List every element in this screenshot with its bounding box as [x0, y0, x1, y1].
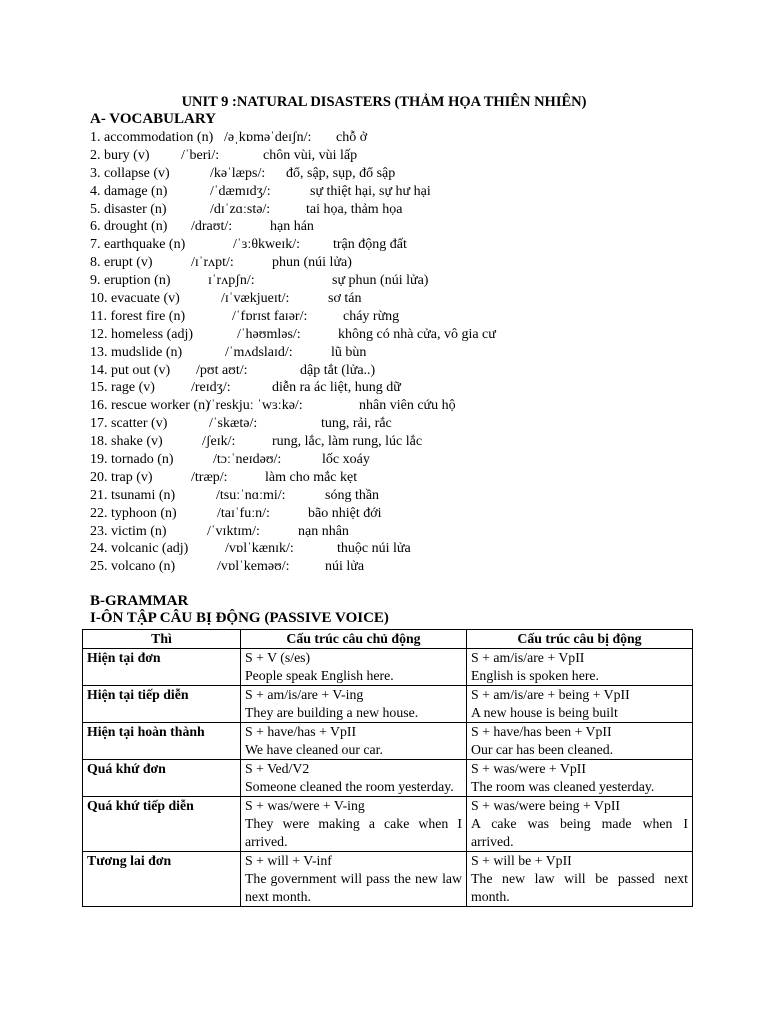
vocab-meaning: thuộc núi lửa	[337, 541, 411, 557]
passive-cell	[467, 852, 693, 907]
active-formula: S + have/has + VpII	[245, 724, 357, 739]
vocab-ipa: /dɪˈzɑːstə/:	[210, 201, 271, 217]
vocab-ipa: /vɒlˈkeməʊ/:	[217, 559, 290, 575]
vocab-word: 22. typhoon (n)	[90, 505, 177, 521]
vocab-ipa: ɪˈrʌpʃn/:	[208, 273, 255, 289]
vocab-meaning: nạn nhân	[298, 523, 349, 539]
active-formula: S + will + V-inf	[245, 853, 332, 868]
passive-formula: S + am/is/are + VpII	[471, 650, 585, 665]
vocab-meaning: dập tắt (lửa..)	[300, 362, 376, 378]
page-title: UNIT 9 :NATURAL DISASTERS (THẢM HỌA THIÊN NHIÊN)	[181, 94, 587, 110]
vocab-word: 20. trap (v)	[90, 469, 153, 485]
active-cell	[241, 649, 467, 686]
table-row	[83, 760, 693, 797]
active-example: Someone cleaned the room yesterday.	[245, 779, 454, 794]
vocab-ipa: /əˌkɒməˈdeɪʃn/:	[224, 130, 312, 145]
vocab-ipa: /ɪˈvækjueɪt/:	[221, 291, 290, 307]
active-cell	[241, 686, 467, 723]
passive-formula: S + will be + VpII	[471, 853, 572, 868]
vocab-ipa: /reɪdʒ/:	[191, 380, 231, 396]
vocab-ipa: /ˈreskjuː ˈwɜːkə/:	[207, 398, 303, 414]
passive-voice-table	[82, 629, 693, 907]
vocab-ipa: /pʊt aʊt/:	[196, 362, 248, 378]
vocab-ipa: /tɔːˈneɪdəʊ/:	[213, 452, 282, 468]
passive-cell	[467, 723, 693, 760]
active-example: We have cleaned our car.	[245, 742, 383, 757]
active-example: They are building a new house.	[245, 705, 419, 720]
vocab-word: 16. rescue worker (n)	[90, 398, 210, 414]
table-row	[83, 723, 693, 760]
vocab-word: 23. victim (n)	[90, 523, 167, 539]
tense-cell	[83, 760, 241, 797]
vocab-ipa: /ˈɜːθkweɪk/:	[233, 237, 301, 253]
vocab-word: 3. collapse (v)	[90, 165, 170, 181]
grammar-heading: B-GRAMMAR	[90, 593, 189, 609]
passive-cell	[467, 649, 693, 686]
vocab-word: 9. eruption (n)	[90, 273, 171, 289]
vocab-word: 1. accommodation (n)	[90, 130, 214, 145]
passive-example: English is spoken here.	[471, 668, 599, 683]
vocab-meaning: phun (núi lửa)	[272, 255, 352, 271]
vocab-ipa: /ˈvɪktɪm/:	[207, 523, 260, 539]
vocab-word: 10. evacuate (v)	[90, 291, 180, 307]
vocab-ipa: /ˈdæmɪdʒ/:	[210, 183, 271, 199]
vocab-word: 12. homeless (adj)	[90, 326, 194, 342]
tense-name: Hiện tại tiếp diễn	[87, 687, 189, 702]
active-formula: S + Ved/V2	[245, 761, 310, 776]
table-row	[83, 649, 693, 686]
passive-formula: S + am/is/are + being + VpII	[471, 687, 630, 702]
vocab-word: 5. disaster (n)	[90, 201, 167, 217]
active-cell	[241, 723, 467, 760]
vocab-meaning: tai họa, thảm họa	[306, 201, 403, 217]
tense-cell	[83, 723, 241, 760]
vocab-meaning: trận động đất	[333, 237, 407, 253]
vocabulary-heading: A- VOCABULARY	[90, 111, 216, 127]
vocab-ipa: /ˈberi/:	[181, 147, 220, 163]
active-example: The government will pass the new law next month.	[245, 871, 462, 904]
vocab-meaning: diễn ra ác liệt, hung dữ	[272, 380, 401, 396]
header-active: Cấu trúc câu chủ động	[241, 630, 467, 649]
vocab-ipa: /kəˈlæps/:	[210, 165, 266, 181]
vocab-word: 2. bury (v)	[90, 147, 150, 163]
passive-cell	[467, 686, 693, 723]
vocab-word: 7. earthquake (n)	[90, 237, 186, 253]
passive-cell	[467, 797, 693, 852]
vocab-meaning: lốc xoáy	[322, 452, 370, 468]
active-formula: S + am/is/are + V-ing	[245, 687, 364, 702]
active-cell	[241, 760, 467, 797]
table-row	[83, 852, 693, 907]
tense-cell	[83, 852, 241, 907]
table-row	[83, 797, 693, 852]
vocab-word: 11. forest fire (n)	[90, 308, 186, 324]
vocab-word: 21. tsunami (n)	[90, 487, 176, 503]
vocab-meaning: núi lửa	[325, 559, 365, 575]
active-cell	[241, 852, 467, 907]
vocab-word: 14. put out (v)	[90, 362, 171, 378]
active-example: People speak English here.	[245, 668, 394, 683]
passive-formula: S + have/has been + VpII	[471, 724, 612, 739]
passive-example: Our car has been cleaned.	[471, 742, 614, 757]
header-tense: Thì	[83, 630, 241, 649]
passive-cell	[467, 760, 693, 797]
vocab-word: 24. volcanic (adj)	[90, 541, 189, 557]
vocab-word: 4. damage (n)	[90, 183, 168, 199]
table-header-row	[83, 630, 693, 649]
vocab-meaning: nhân viên cứu hộ	[359, 398, 456, 414]
grammar-subheading: I-ÔN TẬP CÂU BỊ ĐỘNG (PASSIVE VOICE)	[90, 610, 389, 626]
tense-name: Hiện tại đơn	[87, 650, 161, 665]
tense-name: Hiện tại hoàn thành	[87, 724, 205, 739]
vocab-ipa: /ˈhəʊmləs/:	[237, 326, 301, 342]
vocab-ipa: /ˈfɒrɪst faɪər/:	[232, 308, 308, 324]
vocab-meaning: cháy rừng	[343, 308, 400, 324]
active-formula: S + V (s/es)	[245, 650, 311, 665]
vocab-meaning: lũ bùn	[331, 344, 367, 360]
vocab-ipa: /ɪˈrʌpt/:	[191, 255, 234, 271]
vocab-meaning: tung, rải, rắc	[321, 416, 392, 432]
vocab-ipa: /draʊt/:	[191, 219, 233, 235]
vocab-word: 19. tornado (n)	[90, 452, 174, 468]
vocab-ipa: /tsuːˈnɑːmi/:	[216, 487, 286, 503]
vocab-ipa: /ʃeɪk/:	[202, 434, 236, 450]
vocab-word: 25. volcano (n)	[90, 559, 176, 575]
vocab-ipa: /træp/:	[191, 469, 228, 485]
vocab-word: 8. erupt (v)	[90, 255, 153, 271]
tense-name: Tương lai đơn	[87, 853, 172, 868]
vocab-meaning: đổ, sập, sụp, đổ sập	[286, 165, 396, 181]
vocab-word: 15. rage (v)	[90, 380, 155, 396]
vocab-word: 6. drought (n)	[90, 219, 168, 235]
tense-name: Quá khứ tiếp diễn	[87, 798, 194, 813]
tense-cell	[83, 686, 241, 723]
passive-formula: S + was/were + VpII	[471, 761, 586, 776]
active-example: They were making a cake when I arrived.	[245, 816, 462, 849]
vocab-meaning: chỗ ở	[336, 130, 368, 145]
vocab-meaning: rung, lắc, làm rung, lúc lắc	[272, 434, 423, 450]
passive-example: A new house is being built	[471, 705, 618, 720]
tense-cell	[83, 797, 241, 852]
vocab-ipa: /ˈmʌdslaɪd/:	[225, 344, 293, 360]
header-passive: Cấu trúc câu bị động	[467, 630, 693, 649]
tense-name: Quá khứ đơn	[87, 761, 166, 776]
table-row	[83, 686, 693, 723]
passive-example: A cake was being made when I arrived.	[471, 816, 688, 849]
passive-formula: S + was/were being + VpII	[471, 798, 621, 813]
passive-example: The room was cleaned yesterday.	[471, 779, 655, 794]
vocab-meaning: bão nhiệt đới	[308, 505, 382, 521]
vocab-meaning: sóng thần	[325, 487, 380, 503]
vocab-meaning: sự phun (núi lửa)	[332, 273, 429, 289]
tense-cell	[83, 649, 241, 686]
vocab-ipa: /ˈskætə/:	[209, 416, 258, 432]
vocab-meaning: sơ tán	[328, 291, 362, 307]
passive-example: The new law will be passed next month.	[471, 871, 688, 904]
vocab-word: 13. mudslide (n)	[90, 344, 183, 360]
vocab-meaning: hạn hán	[270, 219, 314, 235]
vocab-meaning: sự thiệt hại, sự hư hại	[310, 183, 431, 199]
vocab-meaning: chôn vùi, vùi lấp	[263, 147, 358, 163]
vocab-word: 18. shake (v)	[90, 434, 163, 450]
active-formula: S + was/were + V-ing	[245, 798, 365, 813]
vocab-meaning: không có nhà cửa, vô gia cư	[338, 326, 496, 342]
vocab-meaning: làm cho mắc kẹt	[265, 469, 358, 485]
vocab-ipa: /vɒlˈkænɪk/:	[225, 541, 294, 557]
vocab-word: 17. scatter (v)	[90, 416, 168, 432]
active-cell	[241, 797, 467, 852]
vocab-ipa: /taɪˈfuːn/:	[217, 505, 270, 521]
